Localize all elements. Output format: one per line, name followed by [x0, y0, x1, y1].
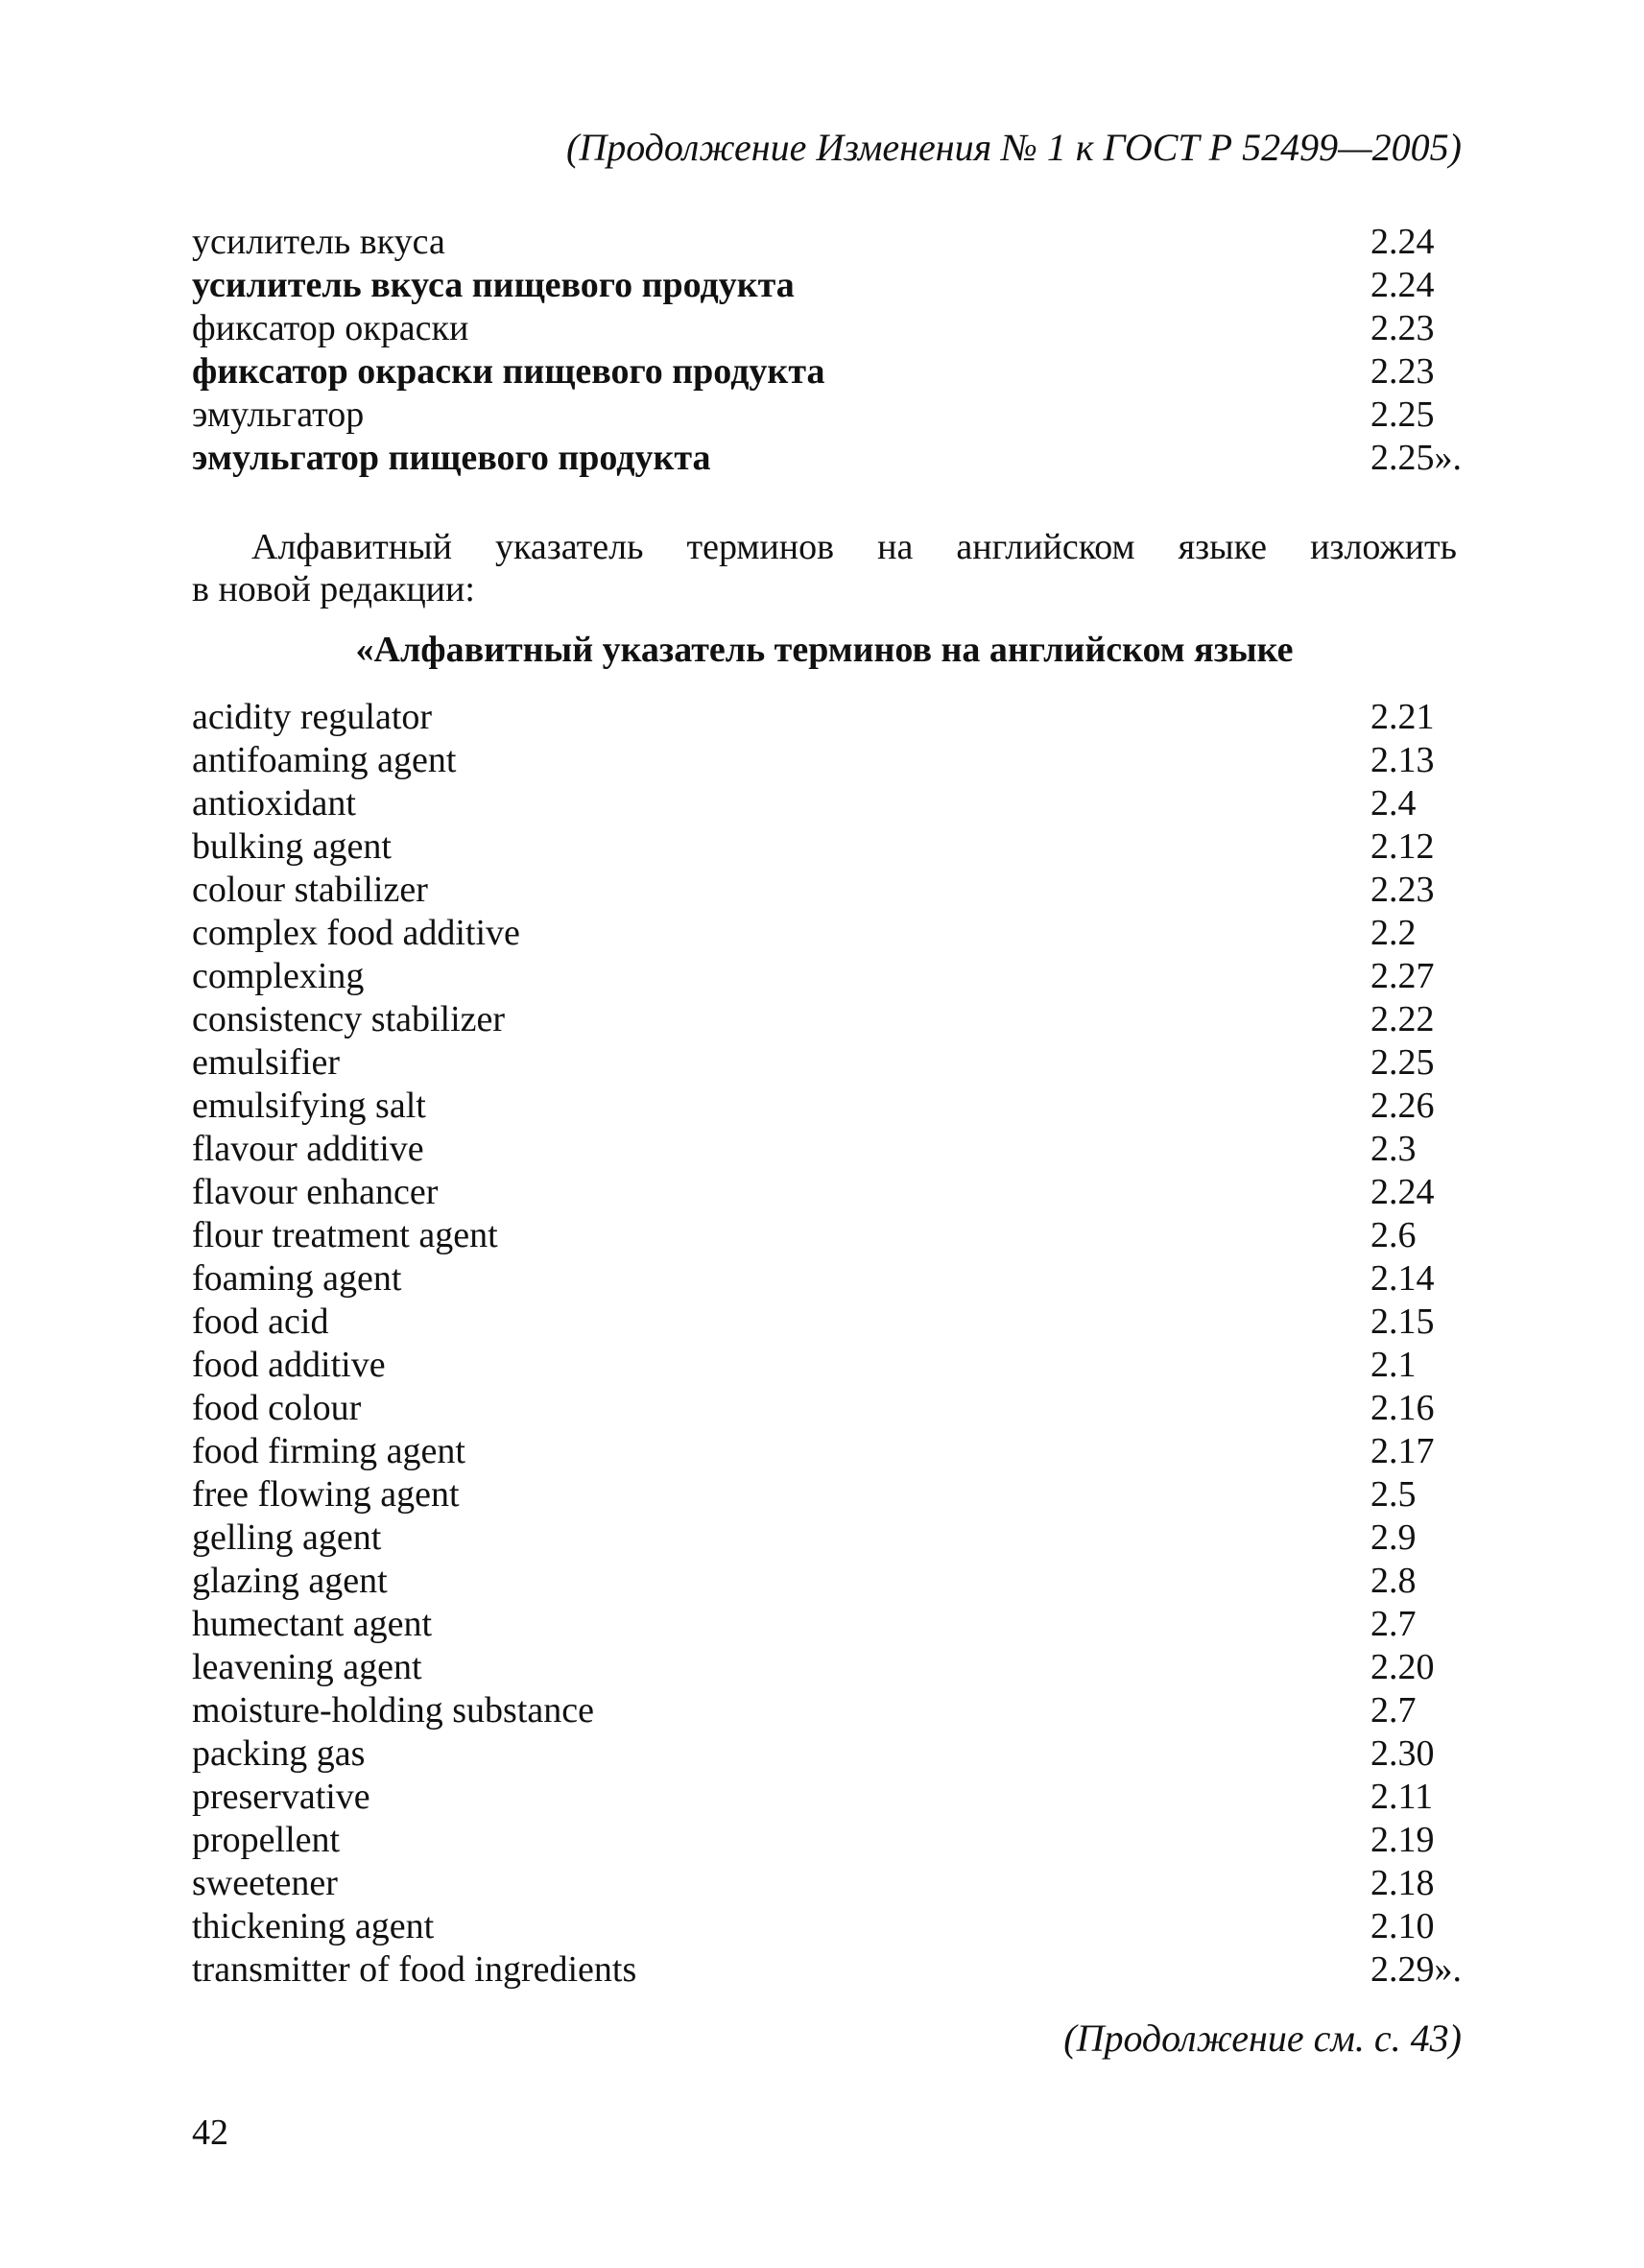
- section-title: «Алфавитный указатель терминов на английском языке: [355, 630, 1294, 670]
- index-reference: 2.25: [1370, 394, 1435, 435]
- index-row: [192, 1344, 1457, 1387]
- index-row: [192, 869, 1457, 912]
- index-reference: 2.27: [1370, 956, 1435, 996]
- index-reference: 2.9: [1370, 1517, 1417, 1558]
- index-reference: 2.3: [1370, 1129, 1417, 1169]
- index-term: усилитель вкуса: [192, 222, 445, 262]
- index-term: bulking agent: [192, 826, 392, 867]
- index-term: humectant agent: [192, 1604, 433, 1644]
- index-term: фиксатор окраски: [192, 308, 469, 348]
- index-row: [192, 1905, 1457, 1948]
- index-reference: 2.1: [1370, 1345, 1417, 1385]
- index-term: эмульгатор: [192, 394, 365, 435]
- index-row: [192, 1214, 1457, 1257]
- index-term: acidity regulator: [192, 697, 433, 737]
- index-term: moisture-holding substance: [192, 1690, 594, 1731]
- index-term: flour treatment agent: [192, 1215, 498, 1255]
- index-row: [192, 1128, 1457, 1171]
- continuation-note: (Продолжение см. с. 43): [1063, 2017, 1462, 2060]
- index-term: food colour: [192, 1388, 362, 1428]
- index-reference: 2.7: [1370, 1690, 1417, 1731]
- index-reference: 2.21: [1370, 697, 1435, 737]
- index-reference: 2.29».: [1370, 1949, 1462, 1990]
- index-row: [192, 739, 1457, 782]
- index-reference: 2.24: [1370, 222, 1435, 262]
- index-reference: 2.6: [1370, 1215, 1417, 1255]
- index-reference: 2.23: [1370, 308, 1435, 348]
- index-reference: 2.15: [1370, 1301, 1435, 1342]
- index-row: [192, 1473, 1457, 1516]
- index-term: leavening agent: [192, 1647, 422, 1687]
- index-row: [192, 264, 1457, 307]
- index-term: consistency stabilizer: [192, 999, 506, 1039]
- page-number: 42: [192, 2113, 228, 2153]
- index-row: [192, 696, 1457, 739]
- index-term: emulsifier: [192, 1042, 341, 1083]
- index-row: [192, 1948, 1462, 1992]
- index-row: [192, 782, 1457, 825]
- index-row: [192, 912, 1457, 955]
- index-term: flavour additive: [192, 1129, 424, 1169]
- index-term: complexing: [192, 956, 365, 996]
- index-reference: 2.16: [1370, 1388, 1435, 1428]
- index-reference: 2.8: [1370, 1561, 1417, 1601]
- index-term: food firming agent: [192, 1431, 465, 1471]
- paragraph-line: Алфавитный указатель терминов на английском языке изложить: [251, 527, 1457, 567]
- index-row: [192, 1689, 1457, 1732]
- index-row: [192, 1387, 1457, 1430]
- index-term: food additive: [192, 1345, 386, 1385]
- index-reference: 2.18: [1370, 1863, 1435, 1903]
- index-reference: 2.2: [1370, 913, 1417, 953]
- index-term: packing gas: [192, 1733, 366, 1774]
- index-row: [192, 1776, 1457, 1819]
- index-row: [192, 1603, 1457, 1646]
- index-row: [192, 1819, 1457, 1862]
- index-reference: 2.20: [1370, 1647, 1435, 1687]
- index-row: [192, 307, 1457, 350]
- index-row: [192, 1041, 1457, 1085]
- index-term: эмульгатор пищевого продукта: [192, 438, 711, 478]
- index-reference: 2.4: [1370, 783, 1417, 824]
- index-reference: 2.12: [1370, 826, 1435, 867]
- index-reference: 2.24: [1370, 265, 1435, 305]
- index-row: [192, 350, 1457, 394]
- index-term: flavour enhancer: [192, 1172, 439, 1212]
- index-row: [192, 1862, 1457, 1905]
- index-term: colour stabilizer: [192, 870, 428, 910]
- index-row: [192, 394, 1457, 437]
- english-term-index: [192, 696, 1462, 1992]
- index-term: sweetener: [192, 1863, 338, 1903]
- index-term: foaming agent: [192, 1258, 402, 1299]
- index-term: thickening agent: [192, 1906, 435, 1946]
- index-term: emulsifying salt: [192, 1086, 426, 1126]
- index-reference: 2.17: [1370, 1431, 1435, 1471]
- index-row: [192, 1301, 1457, 1344]
- index-term: фиксатор окраски пищевого продукта: [192, 351, 825, 392]
- index-row: [192, 437, 1462, 480]
- index-reference: 2.26: [1370, 1086, 1435, 1126]
- page-header: (Продолжение Изменения № 1 к ГОСТ Р 52499—2005): [566, 126, 1462, 169]
- index-row: [192, 1085, 1457, 1128]
- index-row: [192, 998, 1457, 1041]
- index-reference: 2.10: [1370, 1906, 1435, 1946]
- index-reference: 2.23: [1370, 870, 1435, 910]
- index-term: food acid: [192, 1301, 329, 1342]
- index-row: [192, 221, 1457, 264]
- index-term: antioxidant: [192, 783, 356, 824]
- index-term: preservative: [192, 1777, 370, 1817]
- index-term: gelling agent: [192, 1517, 382, 1558]
- index-reference: 2.25».: [1370, 438, 1462, 478]
- index-row: [192, 1516, 1457, 1560]
- index-reference: 2.5: [1370, 1474, 1417, 1515]
- index-reference: 2.22: [1370, 999, 1435, 1039]
- index-reference: 2.24: [1370, 1172, 1435, 1212]
- index-row: [192, 1560, 1457, 1603]
- index-row: [192, 1171, 1457, 1214]
- index-reference: 2.23: [1370, 351, 1435, 392]
- index-reference: 2.11: [1370, 1777, 1434, 1817]
- index-reference: 2.7: [1370, 1604, 1417, 1644]
- index-row: [192, 825, 1457, 869]
- index-row: [192, 1430, 1457, 1473]
- index-row: [192, 1257, 1457, 1301]
- index-term: antifoaming agent: [192, 740, 457, 780]
- index-term: propellent: [192, 1820, 341, 1860]
- index-reference: 2.14: [1370, 1258, 1435, 1299]
- index-term: glazing agent: [192, 1561, 388, 1601]
- index-term: free flowing agent: [192, 1474, 460, 1515]
- index-row: [192, 1646, 1457, 1689]
- index-reference: 2.30: [1370, 1733, 1435, 1774]
- index-reference: 2.19: [1370, 1820, 1435, 1860]
- index-term: transmitter of food ingredients: [192, 1949, 637, 1990]
- index-term: complex food additive: [192, 913, 520, 953]
- index-reference: 2.13: [1370, 740, 1435, 780]
- instruction-paragraph: [192, 526, 1457, 610]
- index-term: усилитель вкуса пищевого продукта: [192, 265, 795, 305]
- russian-term-index: [192, 221, 1462, 480]
- index-reference: 2.25: [1370, 1042, 1435, 1083]
- index-row: [192, 955, 1457, 998]
- paragraph-line: в новой редакции:: [192, 569, 475, 609]
- index-row: [192, 1732, 1457, 1776]
